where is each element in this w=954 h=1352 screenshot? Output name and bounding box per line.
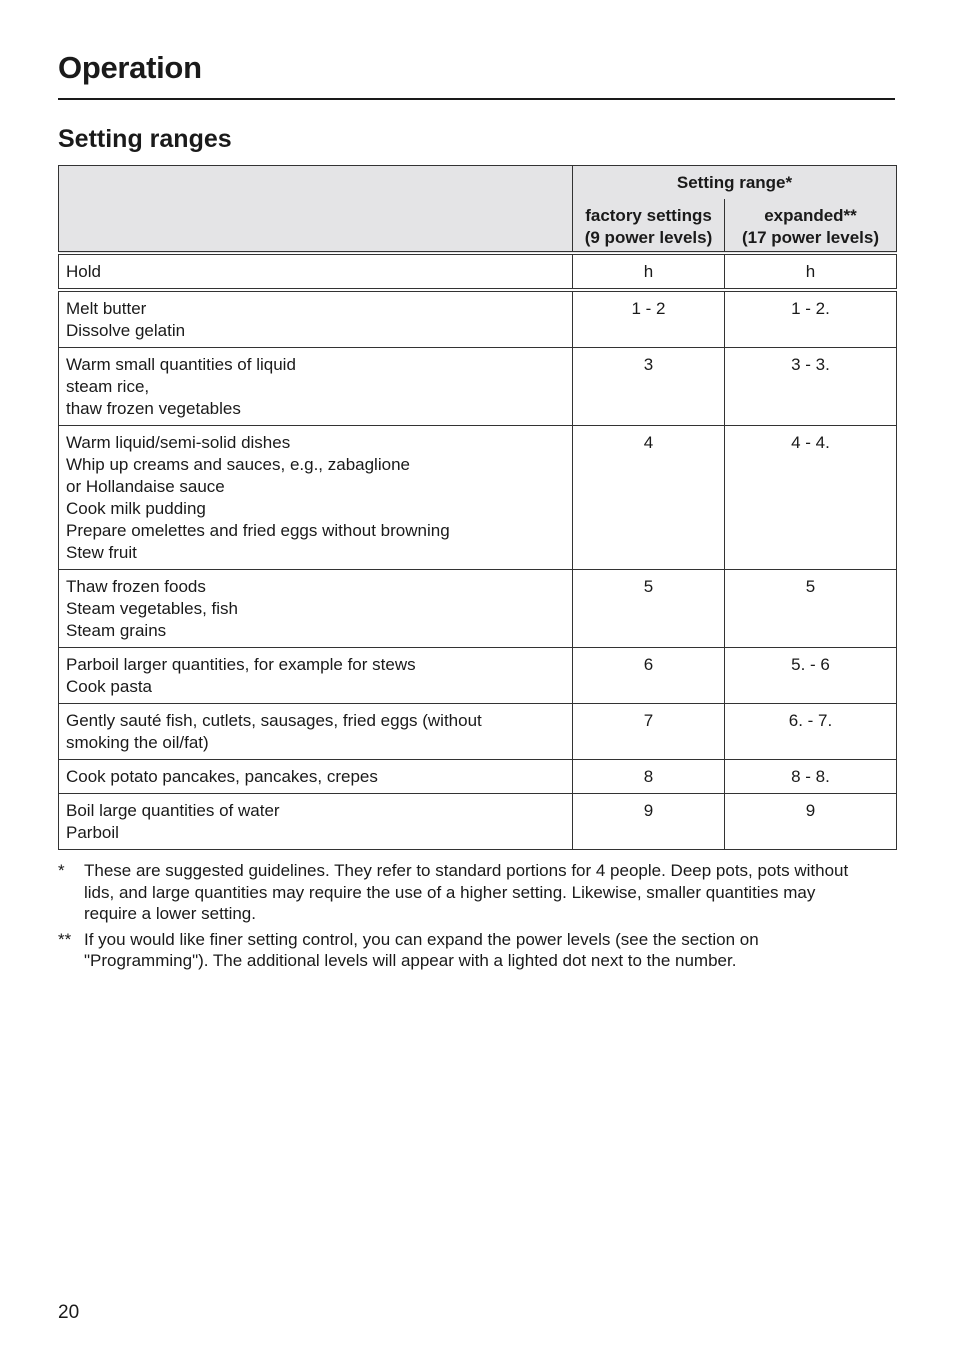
factory-header-line1: factory settings	[585, 206, 712, 225]
cooking-task-text: Cook pasta	[66, 677, 152, 696]
cooking-task-text: thaw frozen vegetables	[66, 399, 241, 418]
table-row	[59, 253, 897, 290]
cooking-task-text: Parboil larger quantities, for example for stews	[66, 655, 416, 674]
expanded-setting-cell: 6. - 7.	[725, 704, 897, 760]
cooking-task-text: steam rice,	[66, 377, 150, 396]
cooking-task-text: or Hollandaise sauce	[66, 477, 225, 496]
cooking-task-text: Dissolve gelatin	[66, 321, 186, 340]
cooking-task-text: Gently sauté fish, cutlets, sausages, fried eggs (without	[66, 711, 482, 730]
footnote-mark: *	[58, 861, 65, 880]
factory-setting-cell: 1 - 2	[573, 290, 725, 348]
table-row	[59, 290, 897, 348]
cooking-task-text: Steam vegetables, fish	[66, 599, 238, 618]
footnotes	[58, 860, 858, 976]
cooking-task-text: Whip up creams and sauces, e.g., zabaglione	[66, 455, 410, 474]
expanded-setting-cell: 5	[725, 570, 897, 648]
footnote-text: If you would like finer setting control, you can expand the power levels (see the section on "Programming"). The additional levels will appear with a lighted dot next to the number.	[84, 929, 759, 970]
cooking-task-cell	[59, 704, 573, 760]
factory-header-line2: (9 power levels)	[584, 228, 713, 247]
cooking-task-text: Cook milk pudding	[66, 499, 206, 518]
cooking-task-cell	[59, 760, 573, 794]
cooking-task-text: Warm small quantities of liquid	[66, 355, 296, 374]
cooking-task-text: Steam grains	[66, 621, 167, 640]
cooking-task-text: Prepare omelettes and fried eggs without browning	[66, 521, 450, 540]
factory-setting-cell: 6	[573, 648, 725, 704]
footnote	[58, 929, 858, 972]
cooking-task-cell	[59, 648, 573, 704]
expanded-setting-cell: 8 - 8.	[725, 760, 897, 794]
footnote-mark: **	[58, 929, 72, 949]
cooking-task-text: smoking the oil/fat)	[66, 733, 209, 752]
table-row	[59, 760, 897, 794]
cooking-task-cell	[59, 290, 573, 348]
table-row	[59, 426, 897, 570]
page-title: Operation	[58, 50, 202, 85]
cooking-task-cell	[59, 570, 573, 648]
expanded-setting-cell: 1 - 2.	[725, 290, 897, 348]
cooking-task-text: Hold	[66, 262, 101, 281]
expanded-setting-cell: 4 - 4.	[725, 426, 897, 570]
setting-range-header: Setting range*	[573, 166, 897, 200]
expanded-setting-cell: h	[725, 253, 897, 290]
expanded-header-line1: expanded**	[764, 206, 857, 225]
cooking-task-text: Cook potato pancakes, pancakes, crepes	[66, 767, 378, 786]
table-row	[59, 348, 897, 426]
cooking-task-text: Warm liquid/semi-solid dishes	[66, 433, 291, 452]
factory-setting-cell: 8	[573, 760, 725, 794]
expanded-setting-cell: 5. - 6	[725, 648, 897, 704]
table-header-blank	[59, 166, 573, 254]
expanded-setting-cell: 3 - 3.	[725, 348, 897, 426]
table-row	[59, 648, 897, 704]
table-row	[59, 794, 897, 850]
table-row	[59, 704, 897, 760]
table-row	[59, 570, 897, 648]
footnote-text: These are suggested guidelines. They refer to standard portions for 4 people. Deep pots, pots without lids, and large quantities may require the use of a higher setting. Likewise, smaller quantities may require a lower setting.	[84, 861, 849, 923]
footnote	[58, 860, 858, 925]
factory-setting-cell: 3	[573, 348, 725, 426]
title-divider	[58, 98, 895, 100]
cooking-task-text: Stew fruit	[66, 543, 137, 562]
cooking-task-cell	[59, 794, 573, 850]
cooking-task-text: Thaw frozen foods	[66, 577, 206, 596]
factory-setting-cell: 4	[573, 426, 725, 570]
factory-settings-header	[573, 199, 725, 253]
page-number: 20	[58, 1302, 80, 1323]
cooking-task-text: Melt butter	[66, 299, 147, 318]
setting-ranges-table	[58, 165, 897, 850]
factory-setting-cell: 7	[573, 704, 725, 760]
table-body	[59, 253, 897, 850]
factory-setting-cell: 9	[573, 794, 725, 850]
cooking-task-cell	[59, 348, 573, 426]
expanded-header	[725, 199, 897, 253]
cooking-task-cell	[59, 253, 573, 290]
expanded-setting-cell: 9	[725, 794, 897, 850]
factory-setting-cell: h	[573, 253, 725, 290]
cooking-task-cell	[59, 426, 573, 570]
cooking-task-text: Boil large quantities of water	[66, 801, 280, 820]
cooking-task-text: Parboil	[66, 823, 119, 842]
section-title: Setting ranges	[58, 125, 232, 153]
expanded-header-line2: (17 power levels)	[741, 228, 879, 247]
factory-setting-cell: 5	[573, 570, 725, 648]
